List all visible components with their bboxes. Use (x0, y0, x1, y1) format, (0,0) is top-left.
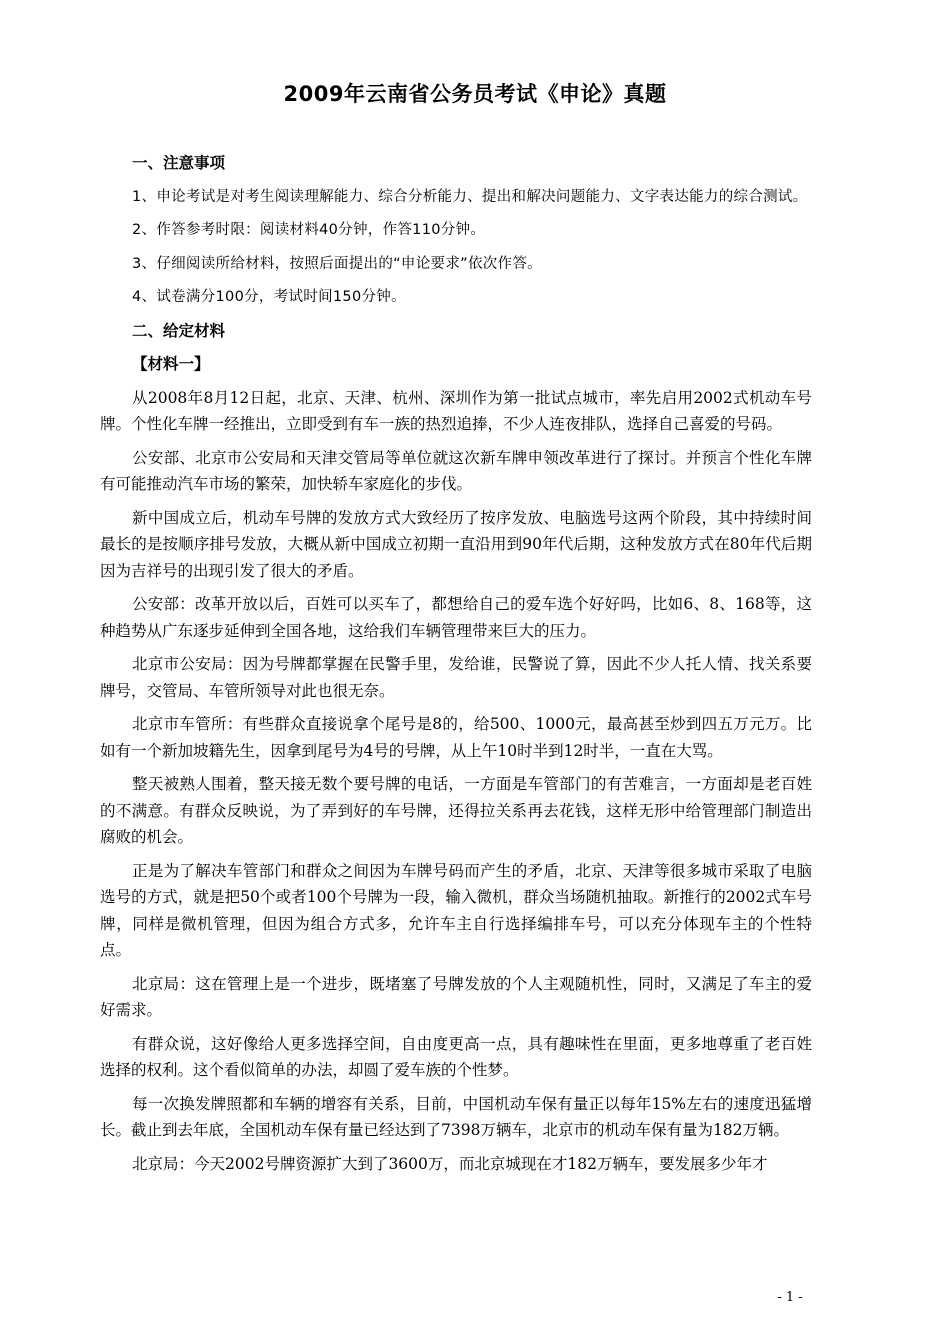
material-paragraph: 正是为了解决车管部门和群众之间因为车牌号码而产生的矛盾，北京、天津等很多城市采取了电脑选号的方式，就是把50个或者100个号牌为一段，输入微机，群众当场随机抽取。新推行的2002式车号牌，同样是微机管理，但因为组合方式多，允许车主自行选择编排车号，可以充分体现车主的个性特点。 (100, 861, 812, 959)
page-title: 2009年云南省公务员考试《申论》真题 (283, 82, 667, 106)
material-paragraph: 公安部、北京市公安局和天津交管局等单位就这次新车牌申领改革进行了探讨。并预言个性化车牌有可能推动汽车市场的繁荣，加快轿车家庭化的步伐。 (100, 448, 812, 493)
material-paragraph: 北京局：今天2002号牌资源扩大到了3600万，而北京城现在才182万辆车，要发展多少年才 (132, 1154, 768, 1173)
material-paragraph: 公安部：改革开放以后，百姓可以买车了，都想给自己的爱车选个好好吗，比如6、8、168等，这种趋势从广东逐步延伸到全国各地，这给我们车辆管理带来巨大的压力。 (100, 595, 812, 640)
note-item: 1、申论考试是对考生阅读理解能力、综合分析能力、提出和解决问题能力、文字表达能力的综合测试。 (132, 188, 808, 205)
section-heading-notes: 一、注意事项 (132, 154, 226, 172)
material-paragraph: 从2008年8月12日起，北京、天津、杭州、深圳作为第一批试点城市，率先启用2002式机动车号牌。个性化车牌一经推出，立即受到有车一族的热烈追捧，不少人连夜排队，选择自己喜爱的号码。 (100, 388, 812, 433)
page-number: - 1 - (777, 1290, 803, 1305)
note-item: 4、试卷满分100分，考试时间150分钟。 (132, 289, 406, 305)
material-paragraph: 北京局：这在管理上是一个进步，既堵塞了号牌发放的个人主观随机性，同时，又满足了车主的爱好需求。 (100, 974, 812, 1019)
material-paragraph: 有群众说，这好像给人更多选择空间，自由度更高一点，具有趣味性在里面，更多地尊重了老百姓选择的权利。这个看似简单的办法，却圆了爱车族的个性梦。 (100, 1034, 812, 1079)
document-body (100, 150, 812, 1184)
section-heading-materials: 二、给定材料 (132, 321, 226, 340)
material-paragraph: 新中国成立后，机动车号牌的发放方式大致经历了按序发放、电脑选号这两个阶段，其中持续时间最长的是按顺序排号发放，大概从新中国成立初期一直沿用到90年代后期，这种发放方式在80年代后期因为吉祥号的出现引发了很大的矛盾。 (100, 508, 812, 580)
material-paragraph: 北京市公安局：因为号牌都掌握在民警手里，发给谁，民警说了算，因此不少人托人情、找关系要牌号，交管局、车管所领导对此也很无奈。 (100, 655, 812, 700)
material-paragraph: 每一次换发牌照都和车辆的增容有关系，目前，中国机动车保有量正以每年15%左右的速度迅猛增长。截止到去年底，全国机动车保有量已经达到了7398万辆车，北京市的机动车保有量为182万辆。 (100, 1094, 812, 1139)
note-item: 3、仔细阅读所给材料，按照后面提出的“申论要求”依次作答。 (132, 255, 542, 272)
material-paragraph: 北京市车管所：有些群众直接说拿个尾号是8的，给500、1000元，最高甚至炒到四五万元万。比如有一个新加坡籍先生，因拿到尾号为4号的号牌，从上午10时半到12时半，一直在大骂。 (100, 715, 812, 760)
material-label: 【材料一】 (132, 355, 210, 373)
note-item: 2、作答参考时限：阅读材料40分钟，作答110分钟。 (132, 222, 486, 238)
material-paragraph: 整天被熟人围着，整天接无数个要号牌的电话，一方面是车管部门的有苦难言，一方面却是老百姓的不满意。有群众反映说，为了弄到好的车号牌，还得拉关系再去花钱，这样无形中给管理部门制造出腐败的机会。 (100, 775, 812, 846)
